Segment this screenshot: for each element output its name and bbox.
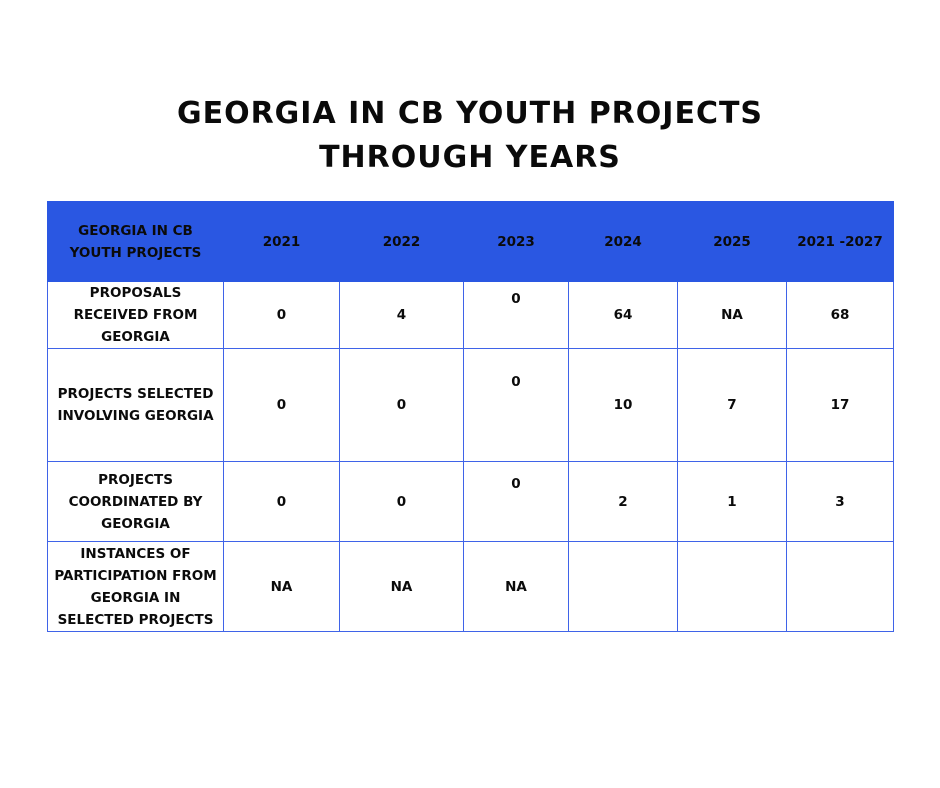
table-cell: NA <box>340 542 464 632</box>
column-header-2023: 2023 <box>464 202 569 282</box>
table-row <box>48 462 894 542</box>
table-cell: 0 <box>464 349 569 462</box>
table-cell: 0 <box>464 282 569 349</box>
data-table <box>47 201 894 632</box>
table-cell: 0 <box>224 462 340 542</box>
table-cell: 17 <box>787 349 894 462</box>
table-cell: 10 <box>569 349 678 462</box>
page-title <box>0 92 940 180</box>
table-cell: 68 <box>787 282 894 349</box>
table-cell: NA <box>464 542 569 632</box>
corner-header-cell: GEORGIA IN CB YOUTH PROJECTS <box>48 202 224 282</box>
table-cell: 0 <box>224 282 340 349</box>
table-cell <box>787 542 894 632</box>
title-line-2: THROUGH YEARS <box>319 140 621 175</box>
table-cell: 3 <box>787 462 894 542</box>
table-cell <box>569 542 678 632</box>
table-cell: 2 <box>569 462 678 542</box>
table-cell: 7 <box>678 349 787 462</box>
table-row <box>48 542 894 632</box>
table-cell: 1 <box>678 462 787 542</box>
table-cell: NA <box>678 282 787 349</box>
header-row <box>48 202 894 282</box>
table-cell: NA <box>224 542 340 632</box>
row-label: PROPOSALS RECEIVED FROM GEORGIA <box>48 282 224 349</box>
table-row <box>48 349 894 462</box>
row-label: PROJECTS COORDINATED BY GEORGIA <box>48 462 224 542</box>
column-header-2021-2027: 2021 -2027 <box>787 202 894 282</box>
row-label: PROJECTS SELECTED INVOLVING GEORGIA <box>48 349 224 462</box>
table-cell: 0 <box>340 349 464 462</box>
row-label: INSTANCES OF PARTICIPATION FROM GEORGIA IN SELECTED PROJECTS <box>48 542 224 632</box>
table-cell: 0 <box>224 349 340 462</box>
column-header-2022: 2022 <box>340 202 464 282</box>
column-header-2021: 2021 <box>224 202 340 282</box>
column-header-2025: 2025 <box>678 202 787 282</box>
table-cell: 64 <box>569 282 678 349</box>
table-cell: 4 <box>340 282 464 349</box>
title-line-1: GEORGIA IN CB YOUTH PROJECTS <box>176 96 764 131</box>
table-cell: 0 <box>340 462 464 542</box>
column-header-2024: 2024 <box>569 202 678 282</box>
table-row <box>48 282 894 349</box>
table-cell <box>678 542 787 632</box>
table-cell: 0 <box>464 462 569 542</box>
